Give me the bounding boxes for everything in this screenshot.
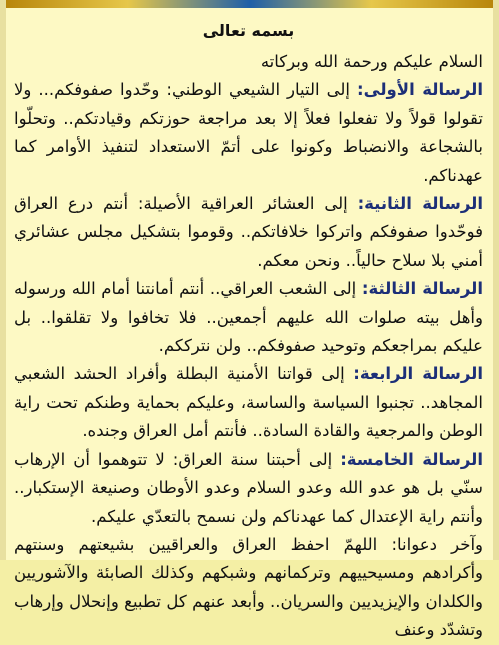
message-5-label: الرسالة الخامسة: — [340, 449, 483, 469]
message-1-label: الرسالة الأولى: — [357, 80, 483, 100]
message-3-text: إلى الشعب العراقي.. أنتم أمانتنا أمام الله ورسوله وأهل بيته صلوات الله عليهم أجمعين.. فلا تخافوا ولا تقلقوا.. بل عليكم بمراجعكم وتوحيد صفوفكم.. ولن نترككم. — [14, 279, 483, 356]
letter-body — [6, 20, 493, 645]
message-4-label: الرسالة الرابعة: — [353, 364, 483, 384]
closing-prayer: وآخر دعوانا: اللهمّ احفظ العراق والعراقيين بشيعتهم وسنتهم وأكرادهم ومسيحييهم وتركمانهم وشبكهم وكذلك الصابئة والآشوريين والكلدان والإيزيديين والسريان.. وأبعد عنهم كل تطبيع وإنحلال وإرهاب وتشدّد وعنف — [14, 534, 483, 640]
message-2 — [14, 190, 483, 275]
message-5 — [14, 446, 483, 531]
message-3 — [14, 275, 483, 360]
message-1-text: إلى التيار الشيعي الوطني: وحّدوا صفوفكم... ولا تقولوا قولاً ولا تفعلوا فعلاً إلا بعد مراجعة حوزتكم وقيادتكم.. وتحلّوا بالشجاعة والانضباط وكونوا على أتمّ الاستعداد لتنفيذ الأوامر كما عهدناكم. — [14, 80, 483, 185]
message-1 — [14, 76, 483, 190]
letter-title: بسمه تعالى — [202, 21, 295, 40]
message-3-label: الرسالة الثالثة: — [361, 279, 483, 299]
greeting-line: السلام عليكم ورحمة الله وبركاته — [260, 52, 483, 71]
message-5-text: إلى أحبتنا سنة العراق: لا تتوهموا أن الإرهاب سنّي بل هو عدو الله وعدو السلام وعدو الأوطان وصنيعة الإستكبار.. وأنتم راية الإعتدال كما عهدناكم ولن نسمح بالتعدّي عليكم. — [14, 449, 483, 526]
message-2-text: إلى العشائر العراقية الأصيلة: أنتم درع العراق فوحّدوا صفوفكم واتركوا خلافاتكم.. وقوموا بتشكيل مجلس عشائري أمني بلا سلاح حالياً.. ونحن معكم. — [14, 194, 483, 270]
message-4 — [14, 360, 483, 445]
message-2-label: الرسالة الثانية: — [357, 194, 483, 214]
message-4-text: إلى قواتنا الأمنية البطلة وأفراد الحشد الشعبي المجاهد.. تجنبوا السياسة والساسة، وعليكم بحماية وطنكم تحت راية الوطن والمرجعية والقادة السادة.. فأنتم أمل العراق وجنده. — [14, 364, 483, 441]
decorative-header-band — [6, 0, 493, 8]
